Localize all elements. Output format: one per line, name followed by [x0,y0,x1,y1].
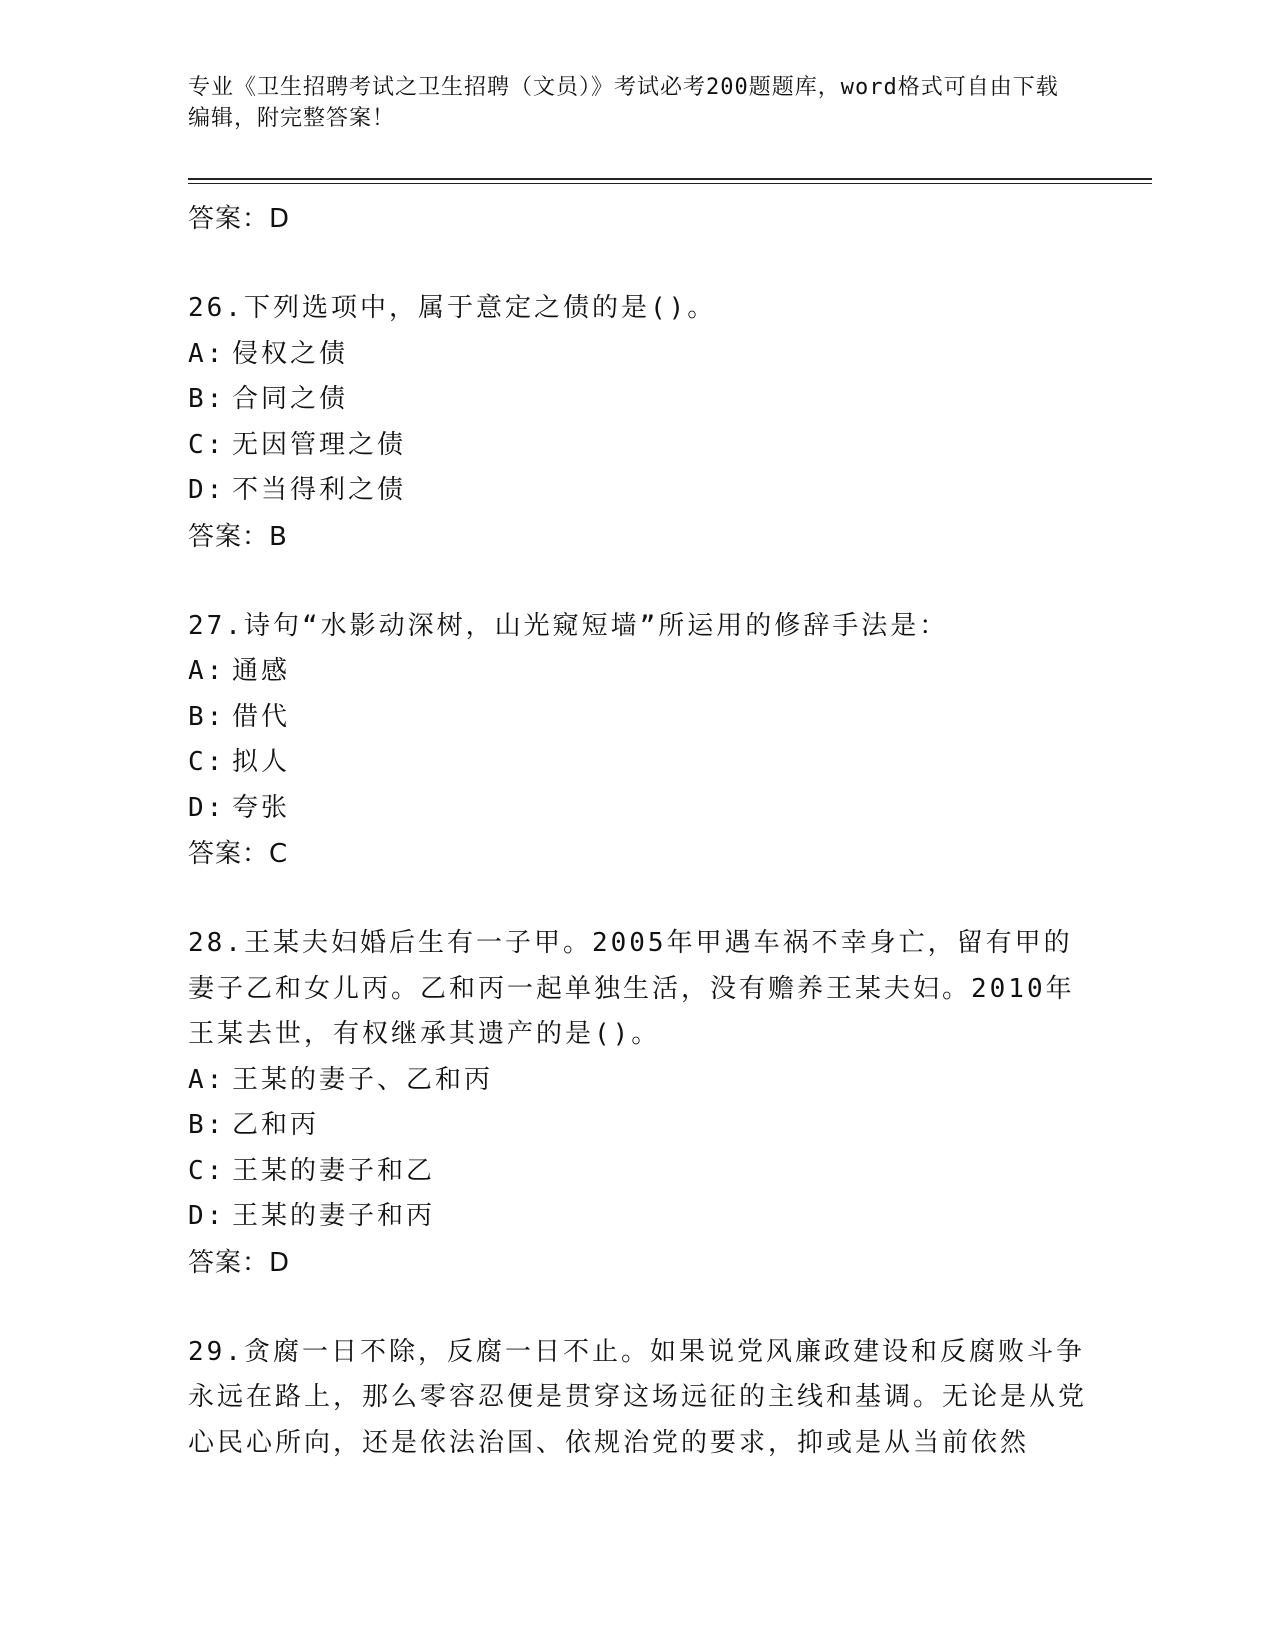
option-c [188,423,1088,469]
question-stem: 29.贪腐一日不除，反腐一日不止。如果说党风廉政建设和反腐败斗争永远在路上，那么零容忍便是贯穿这场远征的主线和基调。无论是从党心民心所向，还是依法治国、依规治党的要求，抑或是从当前依然 [188,1336,1088,1458]
option-text: 夸张 [232,792,291,823]
option-text: 无因管理之债 [232,429,407,460]
question-item [188,286,1088,560]
option-b [188,377,1088,423]
option-text: 侵权之债 [232,338,349,369]
option-letter: A: [188,656,226,686]
header-rule-thin [188,183,1152,184]
document-header: 专业《卫生招聘考试之卫生招聘（文员）》考试必考200题题库，word格式可自由下载编辑，附完整答案！ [188,75,1059,131]
option-letter: D: [188,475,226,505]
option-letter: D: [188,792,226,823]
option-d [188,468,1088,514]
option-text: 借代 [232,701,291,732]
option-letter: A: [188,338,226,369]
option-letter: A: [188,1064,226,1095]
option-letter: C: [188,747,226,777]
option-letter: B: [188,1110,226,1140]
option-c [188,740,1088,786]
option-b [188,695,1088,741]
question-stem: 28.王某夫妇婚后生有一子甲。2005年甲遇车祸不幸身亡，留有甲的妻子乙和女儿丙。乙和丙一起单独生活，没有赡养王某夫妇。2010年王某去世，有权继承其遗产的是()。 [188,928,1075,1049]
option-a [188,1058,1088,1104]
option-c [188,1149,1088,1195]
option-text: 王某的妻子和乙 [232,1155,436,1186]
answer-line: 答案：D [188,1247,291,1278]
option-text: 不当得利之债 [232,475,407,505]
option-text: 通感 [232,656,291,686]
option-letter: C: [188,429,226,460]
question-stem: 27.诗句“水影动深树，山光窥短墙”所运用的修辞手法是： [188,610,949,641]
answer-line: 答案：D [188,204,291,234]
option-a [188,332,1088,378]
option-letter: B: [188,701,226,732]
header-rule-thick [188,178,1152,180]
option-text: 乙和丙 [232,1110,320,1140]
question-item [188,1330,1088,1467]
answer-line: 答案：B [188,521,288,552]
answer-line: 答案：C [188,839,289,869]
question-stem: 26.下列选项中，属于意定之债的是()。 [188,293,717,323]
question-list [188,196,1088,1466]
option-text: 合同之债 [232,384,349,414]
option-a [188,649,1088,695]
option-d [188,1194,1088,1240]
question-item [188,921,1088,1286]
option-letter: D: [188,1201,226,1231]
option-b [188,1103,1088,1149]
option-d [188,786,1088,832]
option-letter: B: [188,384,226,414]
option-text: 王某的妻子、乙和丙 [232,1064,494,1095]
option-letter: C: [188,1155,226,1186]
option-text: 拟人 [232,747,291,777]
question-item [188,604,1088,878]
option-text: 王某的妻子和丙 [232,1201,436,1231]
